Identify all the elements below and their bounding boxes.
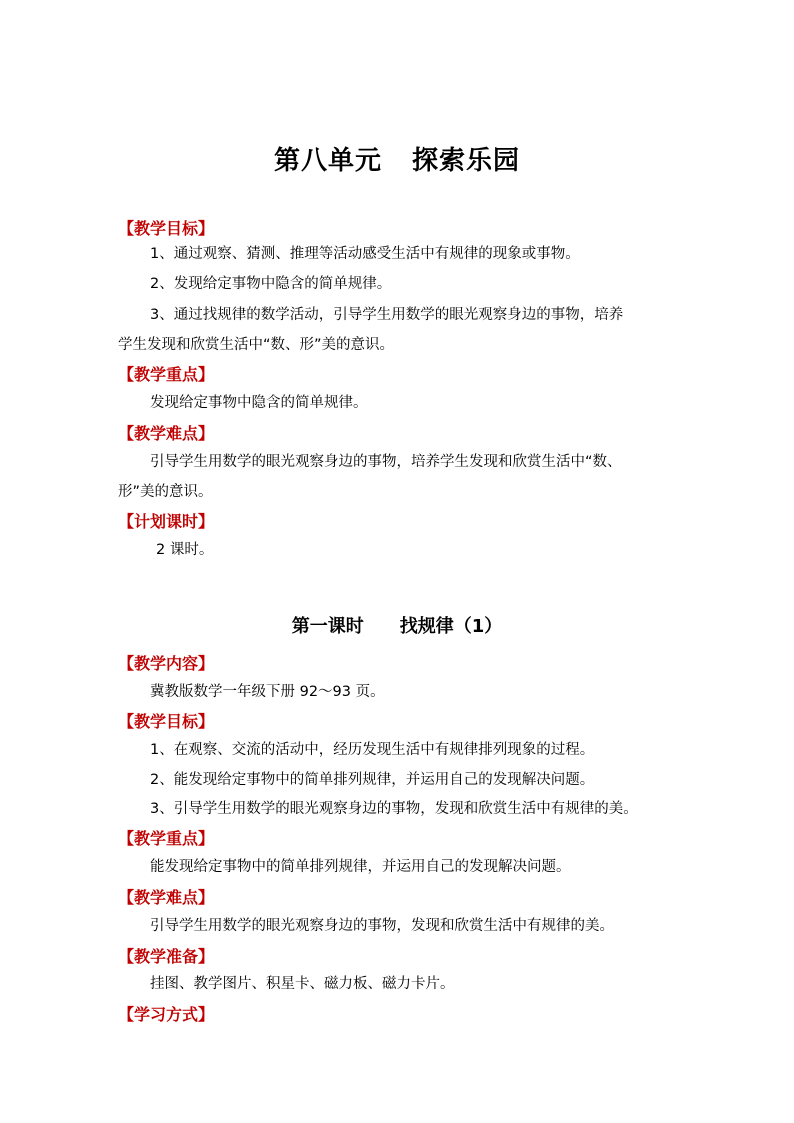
lesson-content-heading: 【教学内容】 <box>118 654 215 673</box>
lesson-prep-heading: 【教学准备】 <box>118 947 215 966</box>
unit-goal-1: 1、通过观察、猜测、推理等活动感受生活中有规律的现象或事物。 <box>150 246 580 262</box>
unit-key-heading: 【教学重点】 <box>118 365 215 384</box>
unit-goal-3-line1: 3、通过找规律的数学活动，引导学生用数学的眼光观察身边的事物，培养 <box>150 307 624 323</box>
unit-difficulty-line1: 引导学生用数学的眼光观察身边的事物，培养学生发现和欣赏生活中“数、 <box>150 454 622 470</box>
lesson-goal-2: 2、能发现给定事物中的简单排列规律，并运用自己的发现解决问题。 <box>150 772 595 788</box>
unit-title-name: 探索乐园 <box>412 146 521 176</box>
unit-goal-3-line2: 学生发现和欣赏生活中“数、形”美的意识。 <box>118 337 395 353</box>
lesson-content-text: 冀教版数学一年级下册 92～93 页。 <box>150 684 385 700</box>
lesson-title-number: 第一课时 <box>291 616 364 637</box>
lesson-goal-heading: 【教学目标】 <box>118 712 215 731</box>
lesson-key-heading: 【教学重点】 <box>118 829 215 848</box>
lesson-difficulty-heading: 【教学难点】 <box>118 888 215 907</box>
unit-title-number: 第八单元 <box>273 146 382 176</box>
lesson-difficulty-text: 引导学生用数学的眼光观察身边的事物，发现和欣赏生活中有规律的美。 <box>150 918 614 934</box>
lesson-method-heading: 【学习方式】 <box>118 1005 215 1024</box>
unit-title <box>0 140 794 177</box>
unit-goal-heading: 【教学目标】 <box>118 219 215 238</box>
unit-difficulty-line2: 形”美的意识。 <box>118 484 213 500</box>
lesson-goal-1: 1、在观察、交流的活动中，经历发现生活中有规律排列现象的过程。 <box>150 742 595 758</box>
unit-key-text: 发现给定事物中隐含的简单规律。 <box>150 395 368 411</box>
lesson-goal-3: 3、引导学生用数学的眼光观察身边的事物，发现和欣赏生活中有规律的美。 <box>150 801 638 817</box>
unit-difficulty-heading: 【教学难点】 <box>118 424 215 443</box>
lesson-key-text: 能发现给定事物中的简单排列规律，并运用自己的发现解决问题。 <box>150 859 571 875</box>
unit-goal-2: 2、发现给定事物中隐含的简单规律。 <box>150 276 392 292</box>
lesson-title-name: 找规律（1） <box>399 616 503 637</box>
unit-plan-heading: 【计划课时】 <box>118 512 215 531</box>
lesson-prep-text: 挂图、教学图片、积星卡、磁力板、磁力卡片。 <box>150 976 455 992</box>
lesson-title <box>0 612 794 638</box>
unit-plan-text: 2 课时。 <box>156 542 214 558</box>
